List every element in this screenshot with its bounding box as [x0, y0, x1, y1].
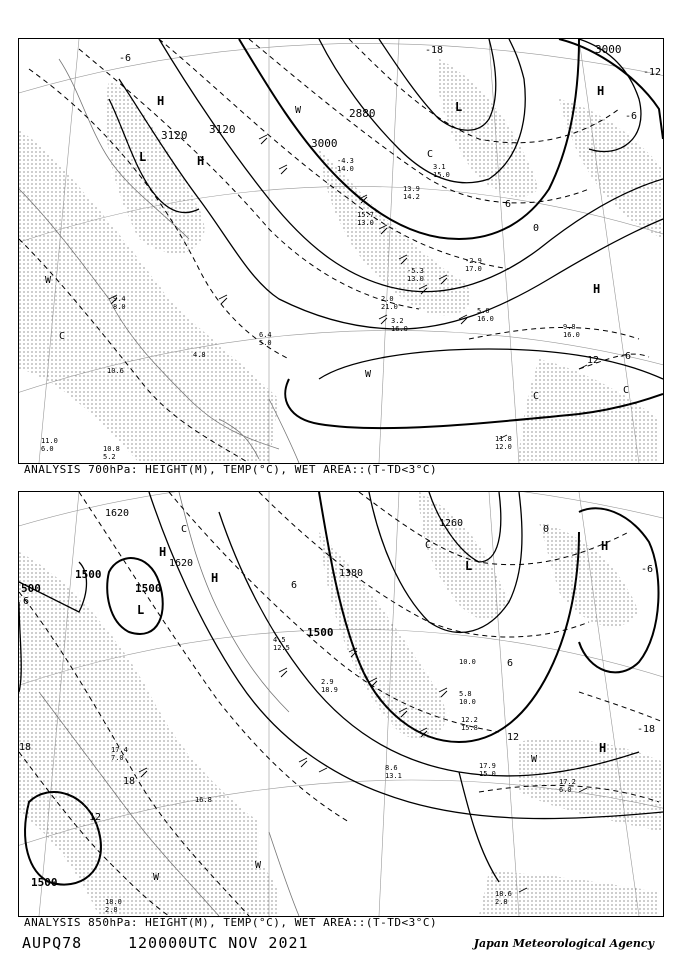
station-value: 2.9 — [321, 678, 334, 686]
station-value: 4.5 — [273, 636, 286, 644]
height-label: 1260 — [439, 518, 464, 529]
station-value: 8.6 — [385, 764, 398, 772]
station-value: 6.4 — [259, 331, 272, 339]
station-value: 8.0 — [113, 303, 126, 311]
height-label: 1500 — [31, 876, 58, 889]
station-value: 4.8 — [193, 351, 206, 359]
temperature-label: -6 — [641, 564, 654, 575]
station-value: 3.1 — [433, 163, 446, 171]
station-value: 21.0 — [381, 303, 398, 311]
station-value: 12.0 — [495, 443, 512, 451]
warm-mark: W — [531, 754, 538, 765]
station-value: 5.8 — [459, 690, 472, 698]
station-value: 13.0 — [407, 275, 424, 283]
station-value: 17.0 — [465, 265, 482, 273]
station-value: 16.0 — [563, 331, 580, 339]
temperature-label: -18 — [425, 45, 444, 56]
warm-mark: W — [365, 369, 372, 380]
station-value: 18.0 — [105, 898, 122, 906]
station-value: 6.0 — [559, 786, 572, 794]
station-value: 17.4 — [111, 746, 128, 754]
station-value: -4.3 — [337, 157, 354, 165]
station-value: 16.8 — [195, 796, 212, 804]
height-label: 2880 — [349, 107, 376, 120]
map-canvas-850 — [19, 492, 663, 916]
station-value: 2.0 — [381, 295, 394, 303]
warm-mark: W — [255, 860, 262, 871]
height-label: 1620 — [169, 558, 194, 569]
low-pressure-center: L — [137, 603, 145, 617]
station-value: 13.1 — [385, 772, 402, 780]
temperature-label: -6 — [619, 351, 632, 362]
height-label: 3120 — [209, 123, 236, 136]
station-value: 17.2 — [559, 778, 576, 786]
station-value: 6.0 — [41, 445, 54, 453]
cold-mark: C — [59, 331, 66, 342]
temperature-label: -6 — [119, 53, 132, 64]
station-value: 16.0 — [477, 315, 494, 323]
station-value: 5.0 — [477, 307, 490, 315]
panel-caption-850: ANALYSIS 850hPa: HEIGHT(M), TEMP(°C), WET AREA::(T-TD<3°C) — [24, 916, 438, 929]
station-value: 11.0 — [41, 437, 58, 445]
cold-mark: C — [623, 385, 630, 396]
station-value: 10.6 — [107, 367, 124, 375]
height-label: 3000 — [311, 137, 338, 150]
cold-mark: C — [181, 524, 188, 535]
station-value: 15.0 — [433, 171, 450, 179]
station-value: 7.0 — [111, 754, 124, 762]
temperature-label: 0 — [533, 223, 540, 234]
high-pressure-center: H — [157, 94, 165, 108]
height-label: 1620 — [105, 508, 130, 519]
station-value: 16.0 — [391, 325, 408, 333]
high-pressure-center: H — [601, 539, 609, 553]
station-value: 11.8 — [495, 435, 512, 443]
station-value: 12.5 — [273, 644, 290, 652]
wet-area-layer — [19, 492, 663, 916]
high-pressure-center: H — [599, 741, 607, 755]
station-value: 17.9 — [479, 762, 496, 770]
warm-mark: W — [153, 872, 160, 883]
agency-credit: Japan Meteorological Agency — [473, 937, 654, 950]
station-value: 9.8 — [563, 323, 576, 331]
low-pressure-center: L — [465, 559, 473, 573]
station-value: 3.2 — [391, 317, 404, 325]
station-value: 2.8 — [495, 898, 508, 906]
height-label: 1380 — [339, 568, 364, 579]
temperature-label: -18 — [637, 724, 656, 735]
station-value: 10.0 — [459, 658, 476, 666]
cold-mark: C — [425, 540, 432, 551]
wet-area-layer — [19, 59, 663, 463]
temperature-label: -6 — [625, 111, 638, 122]
height-label: 500 — [21, 582, 41, 595]
station-value: 9.4 — [113, 295, 126, 303]
station-value: 15.8 — [461, 724, 478, 732]
warm-mark: W — [295, 105, 302, 116]
temperature-label: 12 — [507, 732, 520, 743]
temperature-label: 18 — [123, 776, 136, 787]
chart-id: AUPQ78 — [22, 934, 83, 952]
station-value: 13.9 — [403, 185, 420, 193]
temperature-label: 12 — [587, 355, 600, 366]
map-canvas-700 — [19, 39, 663, 463]
temperature-label: 12 — [89, 812, 102, 823]
height-label: 1500 — [135, 582, 162, 595]
temperature-label: 0 — [543, 524, 550, 535]
cold-mark: C — [427, 149, 434, 160]
high-pressure-center: H — [159, 545, 167, 559]
high-pressure-center: H — [211, 571, 219, 585]
height-label: 1500 — [75, 568, 102, 581]
temperature-label: -12 — [643, 67, 662, 78]
station-value: 5.2 — [103, 453, 116, 461]
analysis-map-850hpa — [18, 491, 664, 917]
station-value: 18.9 — [321, 686, 338, 694]
station-value: 14.0 — [337, 165, 354, 173]
high-pressure-center: H — [597, 84, 605, 98]
temperature-label: 6 — [505, 199, 512, 210]
temperature-label: 6 — [507, 658, 514, 669]
low-pressure-center: L — [455, 100, 463, 114]
temperature-label: 6 — [23, 596, 30, 607]
analysis-map-700hpa — [18, 38, 664, 464]
station-value: 10.8 — [103, 445, 120, 453]
cold-mark: C — [533, 391, 540, 402]
temperature-label: 18 — [19, 742, 32, 753]
station-value: 13.0 — [357, 219, 374, 227]
warm-mark: W — [45, 275, 52, 286]
low-pressure-center: L — [139, 150, 147, 164]
analysis-time: 120000UTC NOV 2021 — [128, 934, 309, 952]
height-label: 3120 — [161, 129, 188, 142]
high-pressure-center: H — [197, 154, 205, 168]
station-value: -2.9 — [465, 257, 482, 265]
panel-caption-700: ANALYSIS 700hPa: HEIGHT(M), TEMP(°C), WET AREA::(T-TD<3°C) — [24, 463, 438, 476]
station-value: 18.6 — [495, 890, 512, 898]
station-value: 12.2 — [461, 716, 478, 724]
station-value: 10.0 — [459, 698, 476, 706]
station-value: -5.3 — [407, 267, 424, 275]
station-value: 2.8 — [105, 906, 118, 914]
station-value: 15.7 — [357, 211, 374, 219]
height-label: 3000 — [595, 43, 622, 56]
station-value: 5.0 — [259, 339, 272, 347]
temperature-label: 6 — [291, 580, 298, 591]
high-pressure-center: H — [593, 282, 601, 296]
station-value: 14.2 — [403, 193, 420, 201]
height-label: 1500 — [307, 626, 334, 639]
station-value: 15.0 — [479, 770, 496, 778]
